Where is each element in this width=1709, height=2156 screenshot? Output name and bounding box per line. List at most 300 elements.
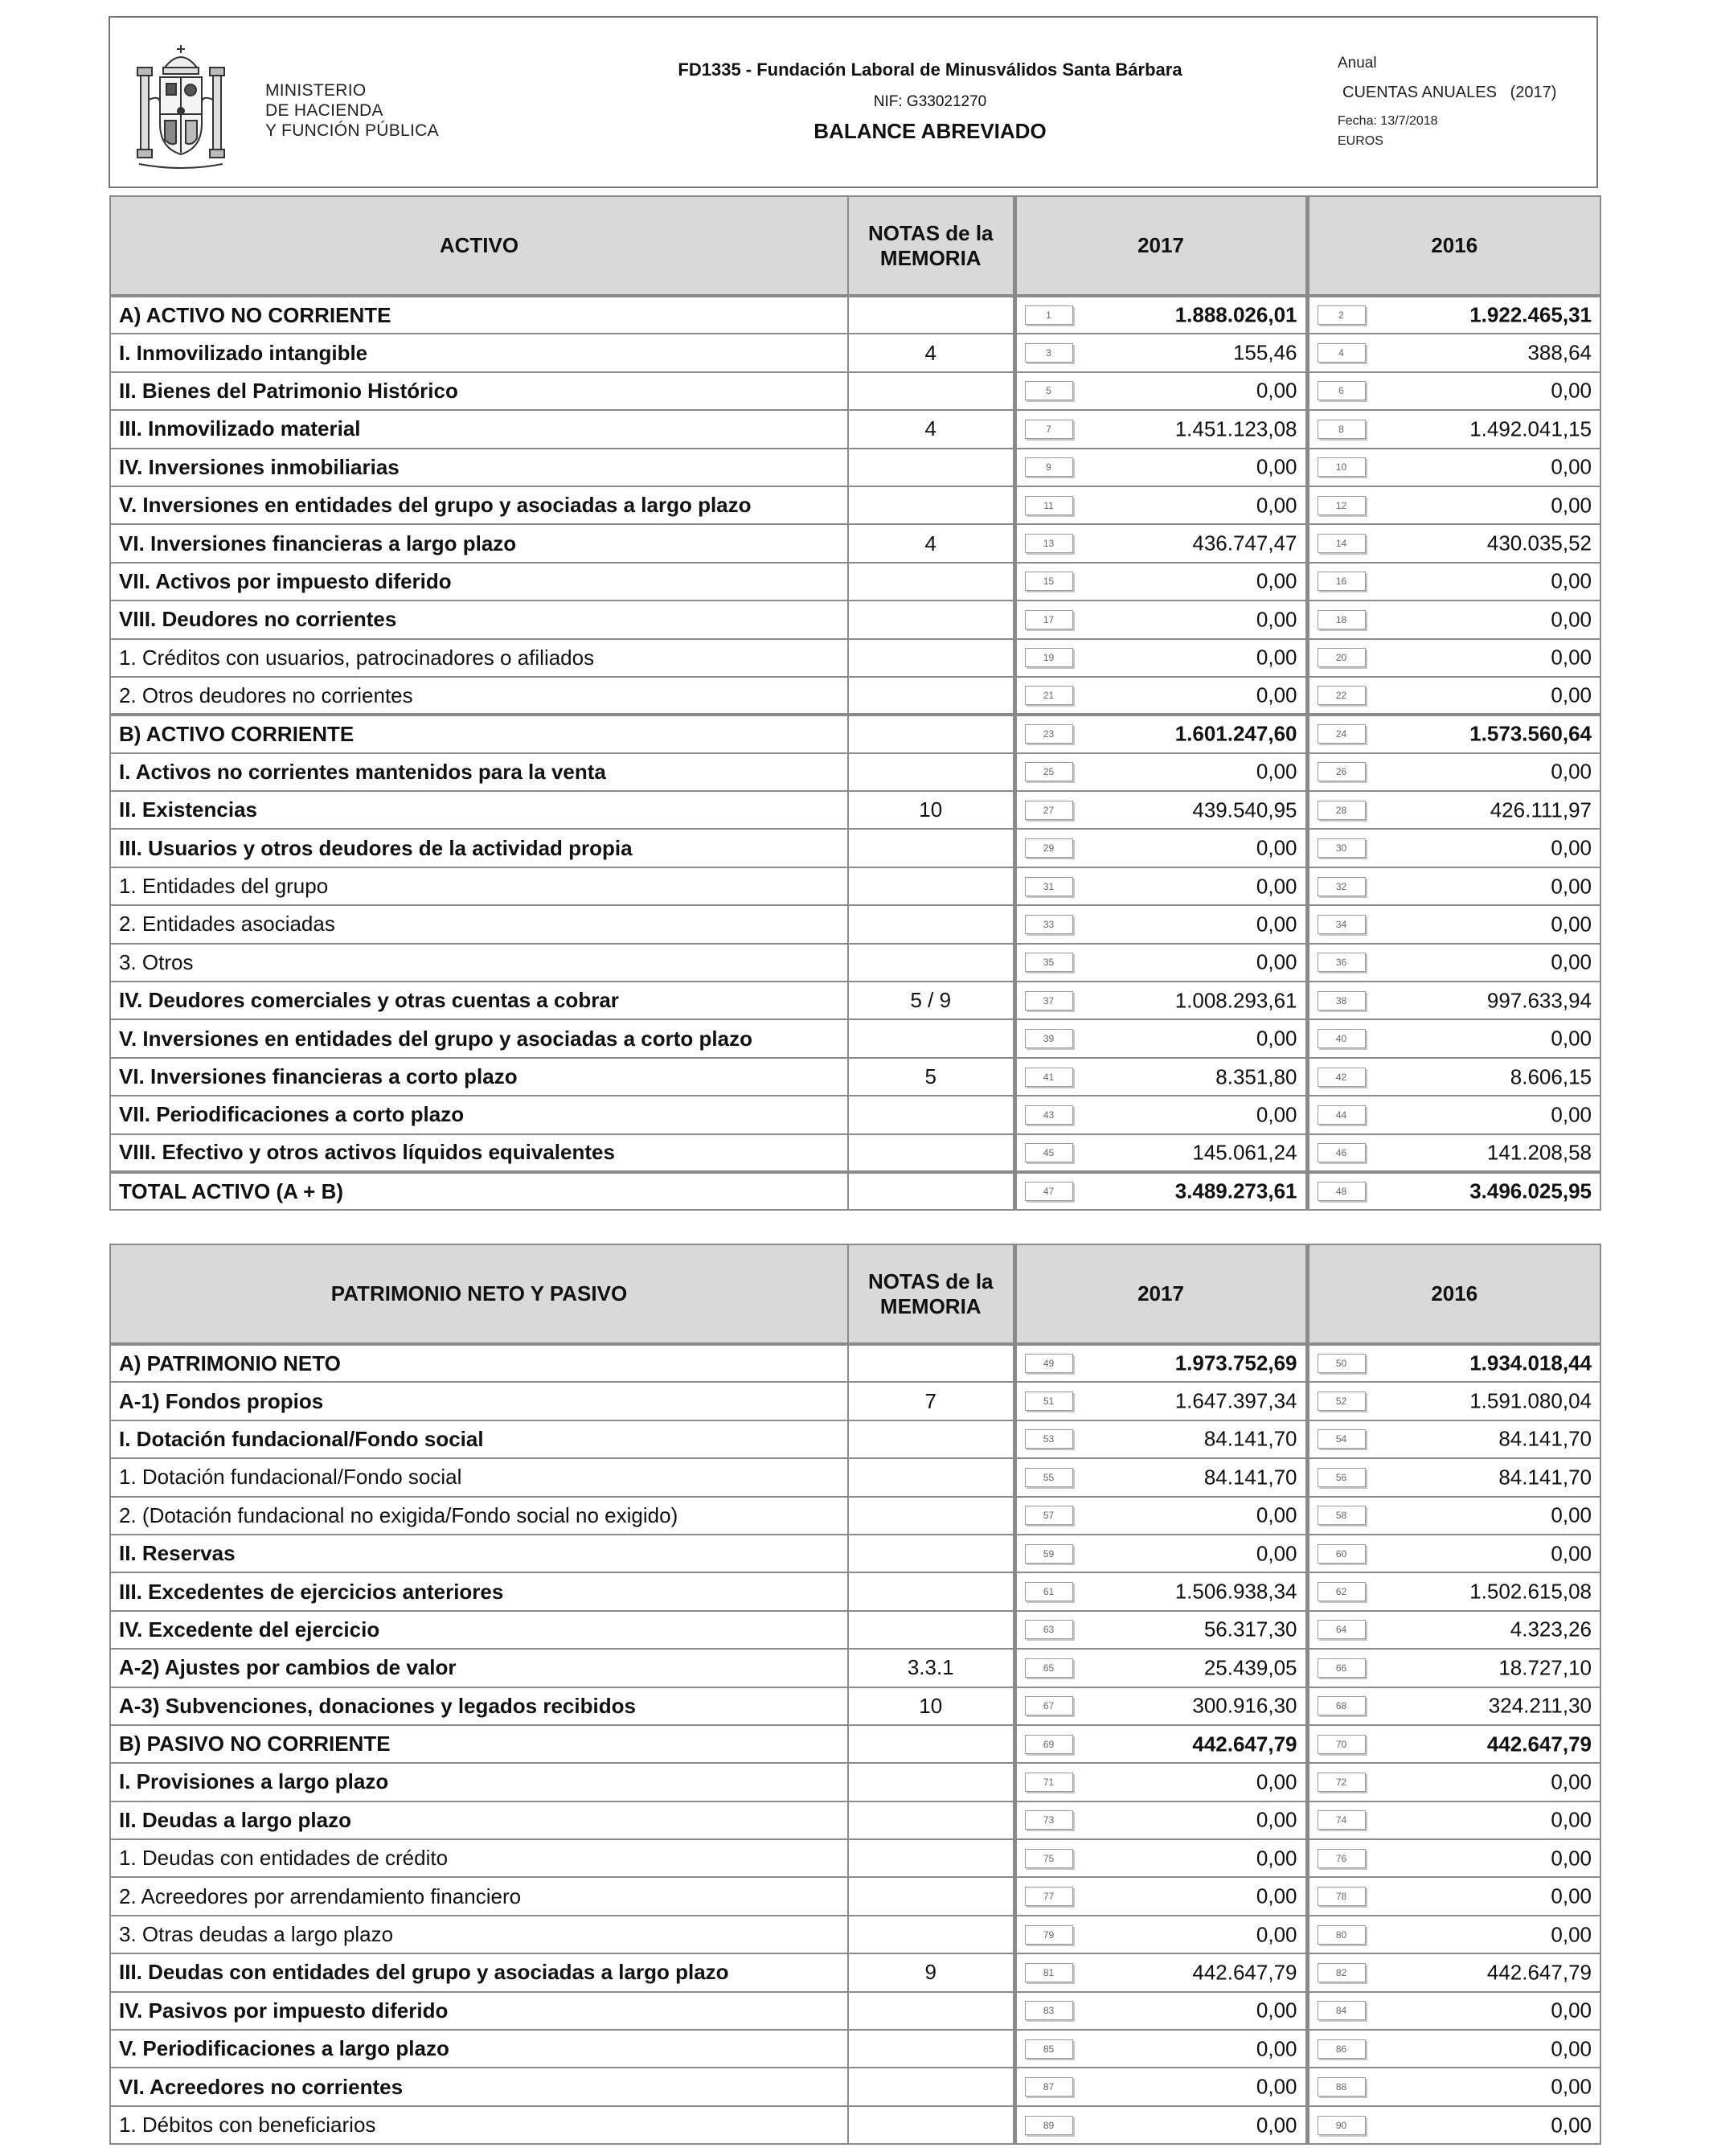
box-code: 62 (1318, 1582, 1366, 1601)
box-code: 59 (1025, 1544, 1073, 1564)
table-row (110, 449, 1600, 486)
value: 997.633,94 (1486, 988, 1592, 1013)
box-code: 61 (1025, 1582, 1073, 1601)
row-value-2016 (1307, 677, 1600, 715)
row-note (848, 639, 1014, 677)
value: 1.888.026,01 (1174, 302, 1297, 327)
box-code: 8 (1318, 420, 1366, 439)
row-note (848, 1916, 1014, 1953)
table-row (110, 2030, 1600, 2068)
box-code: 29 (1025, 838, 1073, 858)
periodicity: Anual (1338, 55, 1377, 72)
row-value-2017 (1014, 449, 1307, 486)
value: 0,00 (1256, 1998, 1297, 2023)
box-code: 80 (1318, 1925, 1366, 1945)
row-value-2016 (1307, 1763, 1600, 1801)
row-value-2016 (1307, 2030, 1600, 2068)
row-value-2016 (1307, 600, 1600, 638)
row-value-2017 (1014, 982, 1307, 1019)
table-row (110, 1420, 1600, 1458)
row-note: 7 (848, 1382, 1014, 1420)
box-code: 15 (1025, 572, 1073, 591)
row-concept: I. Dotación fundacional/Fondo social (110, 1420, 848, 1458)
value: 1.451.123,08 (1174, 416, 1297, 441)
activo-header-concept: ACTIVO (110, 196, 848, 296)
value: 0,00 (1256, 1102, 1297, 1127)
row-concept: II. Reservas (110, 1535, 848, 1572)
value: 0,00 (1256, 378, 1297, 403)
table-row (110, 563, 1600, 600)
table-row (110, 1801, 1600, 1839)
value: 0,00 (1256, 759, 1297, 784)
value: 0,00 (1551, 874, 1592, 899)
row-value-2016 (1307, 524, 1600, 562)
value: 0,00 (1256, 454, 1297, 479)
value: 0,00 (1551, 2074, 1592, 2099)
box-code: 68 (1318, 1696, 1366, 1715)
box-code: 38 (1318, 991, 1366, 1010)
row-value-2017 (1014, 1458, 1307, 1496)
box-code: 3 (1025, 343, 1073, 363)
value: 0,00 (1551, 454, 1592, 479)
box-code: 35 (1025, 953, 1073, 972)
row-note (848, 372, 1014, 410)
row-concept: B) ACTIVO CORRIENTE (110, 715, 848, 752)
row-note: 4 (848, 410, 1014, 448)
value: 25.439,05 (1203, 1655, 1297, 1680)
report-type: CUENTAS ANUALES (2017) (1342, 84, 1557, 101)
box-code: 5 (1025, 381, 1073, 400)
value: 0,00 (1256, 1846, 1297, 1871)
row-value-2017 (1014, 867, 1307, 905)
row-note (848, 715, 1014, 752)
box-code: 34 (1318, 915, 1366, 934)
value: 0,00 (1551, 835, 1592, 860)
row-value-2016 (1307, 1134, 1600, 1172)
table-row (110, 600, 1600, 638)
value: 0,00 (1551, 682, 1592, 707)
value: 442.647,79 (1486, 1960, 1592, 1985)
box-code: 25 (1025, 762, 1073, 781)
row-concept: 3. Otros (110, 944, 848, 982)
box-code: 37 (1025, 991, 1073, 1010)
table-row (110, 1019, 1600, 1057)
box-code: 72 (1318, 1773, 1366, 1792)
box-code: 54 (1318, 1429, 1366, 1449)
row-note (848, 486, 1014, 524)
box-code: 32 (1318, 877, 1366, 896)
table-row (110, 905, 1600, 943)
box-code: 53 (1025, 1429, 1073, 1449)
activo-table (109, 195, 1601, 1211)
value: 0,00 (1256, 2074, 1297, 2099)
box-code: 77 (1025, 1887, 1073, 1906)
row-value-2017 (1014, 1953, 1307, 1991)
box-code: 23 (1025, 724, 1073, 744)
row-value-2016 (1307, 410, 1600, 448)
box-code: 84 (1318, 2001, 1366, 2020)
box-code: 17 (1025, 610, 1073, 629)
table-row (110, 1497, 1600, 1535)
value: 1.591.080,04 (1469, 1388, 1592, 1413)
table-row (110, 1763, 1600, 1801)
row-value-2017 (1014, 1839, 1307, 1877)
value: 18.727,10 (1498, 1655, 1592, 1680)
row-value-2017 (1014, 1420, 1307, 1458)
box-code: 86 (1318, 2039, 1366, 2059)
table-row (110, 1572, 1600, 1610)
value: 442.647,79 (1486, 1732, 1592, 1756)
row-concept: 2. Acreedores por arrendamiento financiero (110, 1877, 848, 1915)
document-header (109, 16, 1598, 188)
box-code: 64 (1318, 1620, 1366, 1639)
box-code: 78 (1318, 1887, 1366, 1906)
value: 84.141,70 (1203, 1465, 1297, 1490)
table-row (110, 524, 1600, 562)
table-row (110, 715, 1600, 752)
row-value-2016 (1307, 867, 1600, 905)
table-row (110, 1172, 1600, 1210)
value: 0,00 (1551, 1502, 1592, 1527)
row-note (848, 563, 1014, 600)
box-code: 48 (1318, 1182, 1366, 1201)
box-code: 85 (1025, 2039, 1073, 2059)
row-concept: 1. Deudas con entidades de crédito (110, 1839, 848, 1877)
table-row (110, 639, 1600, 677)
table-row (110, 1992, 1600, 2030)
pasivo-header-2017: 2017 (1014, 1244, 1307, 1344)
row-value-2017 (1014, 1172, 1307, 1210)
document-title: BALANCE ABREVIADO (814, 119, 1047, 143)
row-value-2016 (1307, 2106, 1600, 2144)
value: 0,00 (1256, 1026, 1297, 1051)
row-value-2017 (1014, 563, 1307, 600)
box-code: 89 (1025, 2116, 1073, 2135)
row-concept: I. Activos no corrientes mantenidos para la venta (110, 753, 848, 791)
row-note (848, 1535, 1014, 1572)
row-concept: VI. Acreedores no corrientes (110, 2068, 848, 2105)
row-value-2017 (1014, 1058, 1307, 1096)
box-code: 52 (1318, 1392, 1366, 1411)
value: 0,00 (1551, 1883, 1592, 1908)
row-value-2017 (1014, 715, 1307, 752)
table-row (110, 1535, 1600, 1572)
box-code: 69 (1025, 1735, 1073, 1754)
table-row (110, 486, 1600, 524)
row-note (848, 867, 1014, 905)
entity-title: FD1335 - Fundación Laboral de Minusválidos Santa Bárbara (678, 59, 1182, 80)
row-value-2016 (1307, 1096, 1600, 1133)
value: 0,00 (1551, 645, 1592, 670)
box-code: 39 (1025, 1029, 1073, 1048)
row-value-2017 (1014, 1019, 1307, 1057)
value: 0,00 (1551, 1102, 1592, 1127)
row-concept: A) PATRIMONIO NETO (110, 1344, 848, 1382)
row-value-2016 (1307, 334, 1600, 371)
table-row (110, 1458, 1600, 1496)
row-concept: A) ACTIVO NO CORRIENTE (110, 296, 848, 334)
row-value-2016 (1307, 1058, 1600, 1096)
row-value-2017 (1014, 1134, 1307, 1172)
row-value-2017 (1014, 639, 1307, 677)
value: 439.540,95 (1192, 797, 1297, 822)
row-concept: VIII. Efectivo y otros activos líquidos equivalentes (110, 1134, 848, 1172)
row-value-2016 (1307, 1382, 1600, 1420)
box-code: 11 (1025, 496, 1073, 515)
value: 84.141,70 (1498, 1465, 1592, 1490)
row-value-2017 (1014, 1687, 1307, 1725)
row-value-2017 (1014, 372, 1307, 410)
row-value-2016 (1307, 449, 1600, 486)
row-concept: VII. Periodificaciones a corto plazo (110, 1096, 848, 1133)
box-code: 50 (1318, 1354, 1366, 1373)
row-value-2016 (1307, 829, 1600, 867)
box-code: 1 (1025, 305, 1073, 325)
value: 0,00 (1256, 1807, 1297, 1832)
box-code: 26 (1318, 762, 1366, 781)
row-value-2017 (1014, 1096, 1307, 1133)
row-value-2017 (1014, 829, 1307, 867)
row-note (848, 1572, 1014, 1610)
row-value-2017 (1014, 677, 1307, 715)
table-row (110, 1877, 1600, 1915)
box-code: 31 (1025, 877, 1073, 896)
row-value-2017 (1014, 1916, 1307, 1953)
row-concept: VII. Activos por impuesto diferido (110, 563, 848, 600)
row-concept: IV. Inversiones inmobiliarias (110, 449, 848, 486)
row-value-2016 (1307, 639, 1600, 677)
row-value-2016 (1307, 1877, 1600, 1915)
value: 1.573.560,64 (1469, 721, 1592, 746)
row-concept: 2. Entidades asociadas (110, 905, 848, 943)
table-row (110, 791, 1600, 829)
coat-of-arms-icon (136, 43, 226, 172)
row-concept: I. Provisiones a largo plazo (110, 1763, 848, 1801)
row-value-2016 (1307, 1953, 1600, 1991)
box-code: 18 (1318, 610, 1366, 629)
table-row (110, 1649, 1600, 1687)
row-concept: TOTAL ACTIVO (A + B) (110, 1172, 848, 1210)
box-code: 10 (1318, 457, 1366, 477)
row-value-2017 (1014, 1992, 1307, 2030)
row-value-2016 (1307, 1992, 1600, 2030)
value: 0,00 (1551, 1807, 1592, 1832)
value: 0,00 (1551, 759, 1592, 784)
row-value-2017 (1014, 1763, 1307, 1801)
row-concept: II. Bienes del Patrimonio Histórico (110, 372, 848, 410)
row-value-2016 (1307, 944, 1600, 982)
value: 84.141,70 (1203, 1426, 1297, 1451)
box-code: 81 (1025, 1963, 1073, 1982)
table-row (110, 1839, 1600, 1877)
table-row (110, 2106, 1600, 2144)
row-value-2017 (1014, 334, 1307, 371)
row-concept: 1. Entidades del grupo (110, 867, 848, 905)
box-code: 47 (1025, 1182, 1073, 1201)
box-code: 40 (1318, 1029, 1366, 1048)
value: 0,00 (1256, 1883, 1297, 1908)
row-value-2016 (1307, 372, 1600, 410)
box-code: 73 (1025, 1810, 1073, 1830)
value: 300.916,30 (1192, 1693, 1297, 1718)
row-value-2016 (1307, 905, 1600, 943)
value: 0,00 (1551, 1541, 1592, 1566)
row-note (848, 2030, 1014, 2068)
row-note: 5 / 9 (848, 982, 1014, 1019)
value: 0,00 (1551, 1846, 1592, 1871)
row-value-2016 (1307, 563, 1600, 600)
row-note (848, 1801, 1014, 1839)
pasivo-header-concept: PATRIMONIO NETO Y PASIVO (110, 1244, 848, 1344)
value: 0,00 (1551, 1026, 1592, 1051)
box-code: 46 (1318, 1143, 1366, 1162)
row-value-2016 (1307, 1649, 1600, 1687)
row-value-2017 (1014, 1649, 1307, 1687)
row-note (848, 905, 1014, 943)
row-value-2017 (1014, 1877, 1307, 1915)
value: 0,00 (1256, 1541, 1297, 1566)
pasivo-table (109, 1244, 1601, 2145)
value: 0,00 (1551, 1998, 1592, 2023)
row-concept: V. Periodificaciones a largo plazo (110, 2030, 848, 2068)
value: 1.008.293,61 (1174, 988, 1297, 1013)
table-row (110, 1725, 1600, 1763)
box-code: 13 (1025, 534, 1073, 553)
box-code: 66 (1318, 1658, 1366, 1678)
value: 0,00 (1256, 949, 1297, 974)
row-note (848, 1839, 1014, 1877)
box-code: 27 (1025, 801, 1073, 820)
value: 3.496.025,95 (1469, 1178, 1592, 1203)
box-code: 14 (1318, 534, 1366, 553)
value: 0,00 (1551, 2036, 1592, 2061)
pasivo-header-2016: 2016 (1307, 1244, 1600, 1344)
value: 1.922.465,31 (1469, 302, 1592, 327)
table-row (110, 1096, 1600, 1133)
row-note (848, 296, 1014, 334)
value: 0,00 (1256, 1502, 1297, 1527)
box-code: 83 (1025, 2001, 1073, 2020)
table-row (110, 944, 1600, 982)
table-row (110, 1953, 1600, 1991)
value: 4.323,26 (1510, 1617, 1592, 1642)
box-code: 24 (1318, 724, 1366, 744)
box-code: 55 (1025, 1468, 1073, 1487)
box-code: 6 (1318, 381, 1366, 400)
row-concept: II. Deudas a largo plazo (110, 1801, 848, 1839)
value: 0,00 (1256, 1769, 1297, 1794)
row-value-2017 (1014, 410, 1307, 448)
row-value-2017 (1014, 296, 1307, 334)
row-value-2017 (1014, 1344, 1307, 1382)
value: 1.492.041,15 (1469, 416, 1592, 441)
row-concept: A-2) Ajustes por cambios de valor (110, 1649, 848, 1687)
row-value-2017 (1014, 1535, 1307, 1572)
row-value-2016 (1307, 486, 1600, 524)
value: 0,00 (1551, 1922, 1592, 1947)
table-row (110, 677, 1600, 715)
table-row (110, 1344, 1600, 1382)
row-note (848, 449, 1014, 486)
row-value-2017 (1014, 2106, 1307, 2144)
ministry-name: MINISTERIO DE HACIENDA Y FUNCIÓN PÚBLICA (265, 81, 439, 140)
table-row (110, 1611, 1600, 1649)
box-code: 22 (1318, 686, 1366, 705)
row-concept: A-3) Subvenciones, donaciones y legados recibidos (110, 1687, 848, 1725)
row-note (848, 677, 1014, 715)
row-note (848, 1611, 1014, 1649)
row-value-2017 (1014, 524, 1307, 562)
box-code: 51 (1025, 1392, 1073, 1411)
value: 1.506.938,34 (1174, 1579, 1297, 1604)
box-code: 75 (1025, 1849, 1073, 1868)
row-note (848, 600, 1014, 638)
row-value-2016 (1307, 1572, 1600, 1610)
row-value-2017 (1014, 905, 1307, 943)
box-code: 16 (1318, 572, 1366, 591)
row-note (848, 1877, 1014, 1915)
row-value-2017 (1014, 791, 1307, 829)
box-code: 33 (1025, 915, 1073, 934)
activo-header-2017: 2017 (1014, 196, 1307, 296)
value: 8.351,80 (1215, 1064, 1297, 1088)
table-row (110, 753, 1600, 791)
value: 324.211,30 (1488, 1693, 1592, 1718)
box-code: 20 (1318, 648, 1366, 667)
table-row (110, 334, 1600, 371)
row-concept: III. Deudas con entidades del grupo y asociadas a largo plazo (110, 1953, 848, 1991)
value: 1.502.615,08 (1469, 1579, 1592, 1604)
row-value-2017 (1014, 1611, 1307, 1649)
table-row (110, 372, 1600, 410)
row-note: 9 (848, 1953, 1014, 1991)
row-value-2017 (1014, 2030, 1307, 2068)
box-code: 87 (1025, 2077, 1073, 2097)
row-note (848, 753, 1014, 791)
row-value-2016 (1307, 1916, 1600, 1953)
table-row (110, 410, 1600, 448)
box-code: 19 (1025, 648, 1073, 667)
value: 0,00 (1551, 568, 1592, 593)
row-value-2016 (1307, 1687, 1600, 1725)
box-code: 57 (1025, 1506, 1073, 1525)
value: 0,00 (1551, 493, 1592, 518)
row-value-2016 (1307, 1344, 1600, 1382)
value: 0,00 (1256, 645, 1297, 670)
value: 145.061,24 (1192, 1140, 1297, 1165)
box-code: 36 (1318, 953, 1366, 972)
box-code: 90 (1318, 2116, 1366, 2135)
row-concept: VI. Inversiones financieras a corto plazo (110, 1058, 848, 1096)
activo-header-notes: NOTAS de la MEMORIA (848, 196, 1014, 296)
table-row (110, 1687, 1600, 1725)
row-note: 5 (848, 1058, 1014, 1096)
row-note: 10 (848, 1687, 1014, 1725)
box-code: 30 (1318, 838, 1366, 858)
row-value-2017 (1014, 944, 1307, 982)
value: 0,00 (1551, 2113, 1592, 2137)
row-concept: VIII. Deudores no corrientes (110, 600, 848, 638)
row-note (848, 829, 1014, 867)
table-row (110, 2068, 1600, 2105)
table-row (110, 829, 1600, 867)
row-value-2017 (1014, 1382, 1307, 1420)
pasivo-header-notes: NOTAS de la MEMORIA (848, 1244, 1014, 1344)
row-value-2017 (1014, 486, 1307, 524)
row-note (848, 1019, 1014, 1057)
row-value-2016 (1307, 1801, 1600, 1839)
row-value-2016 (1307, 715, 1600, 752)
